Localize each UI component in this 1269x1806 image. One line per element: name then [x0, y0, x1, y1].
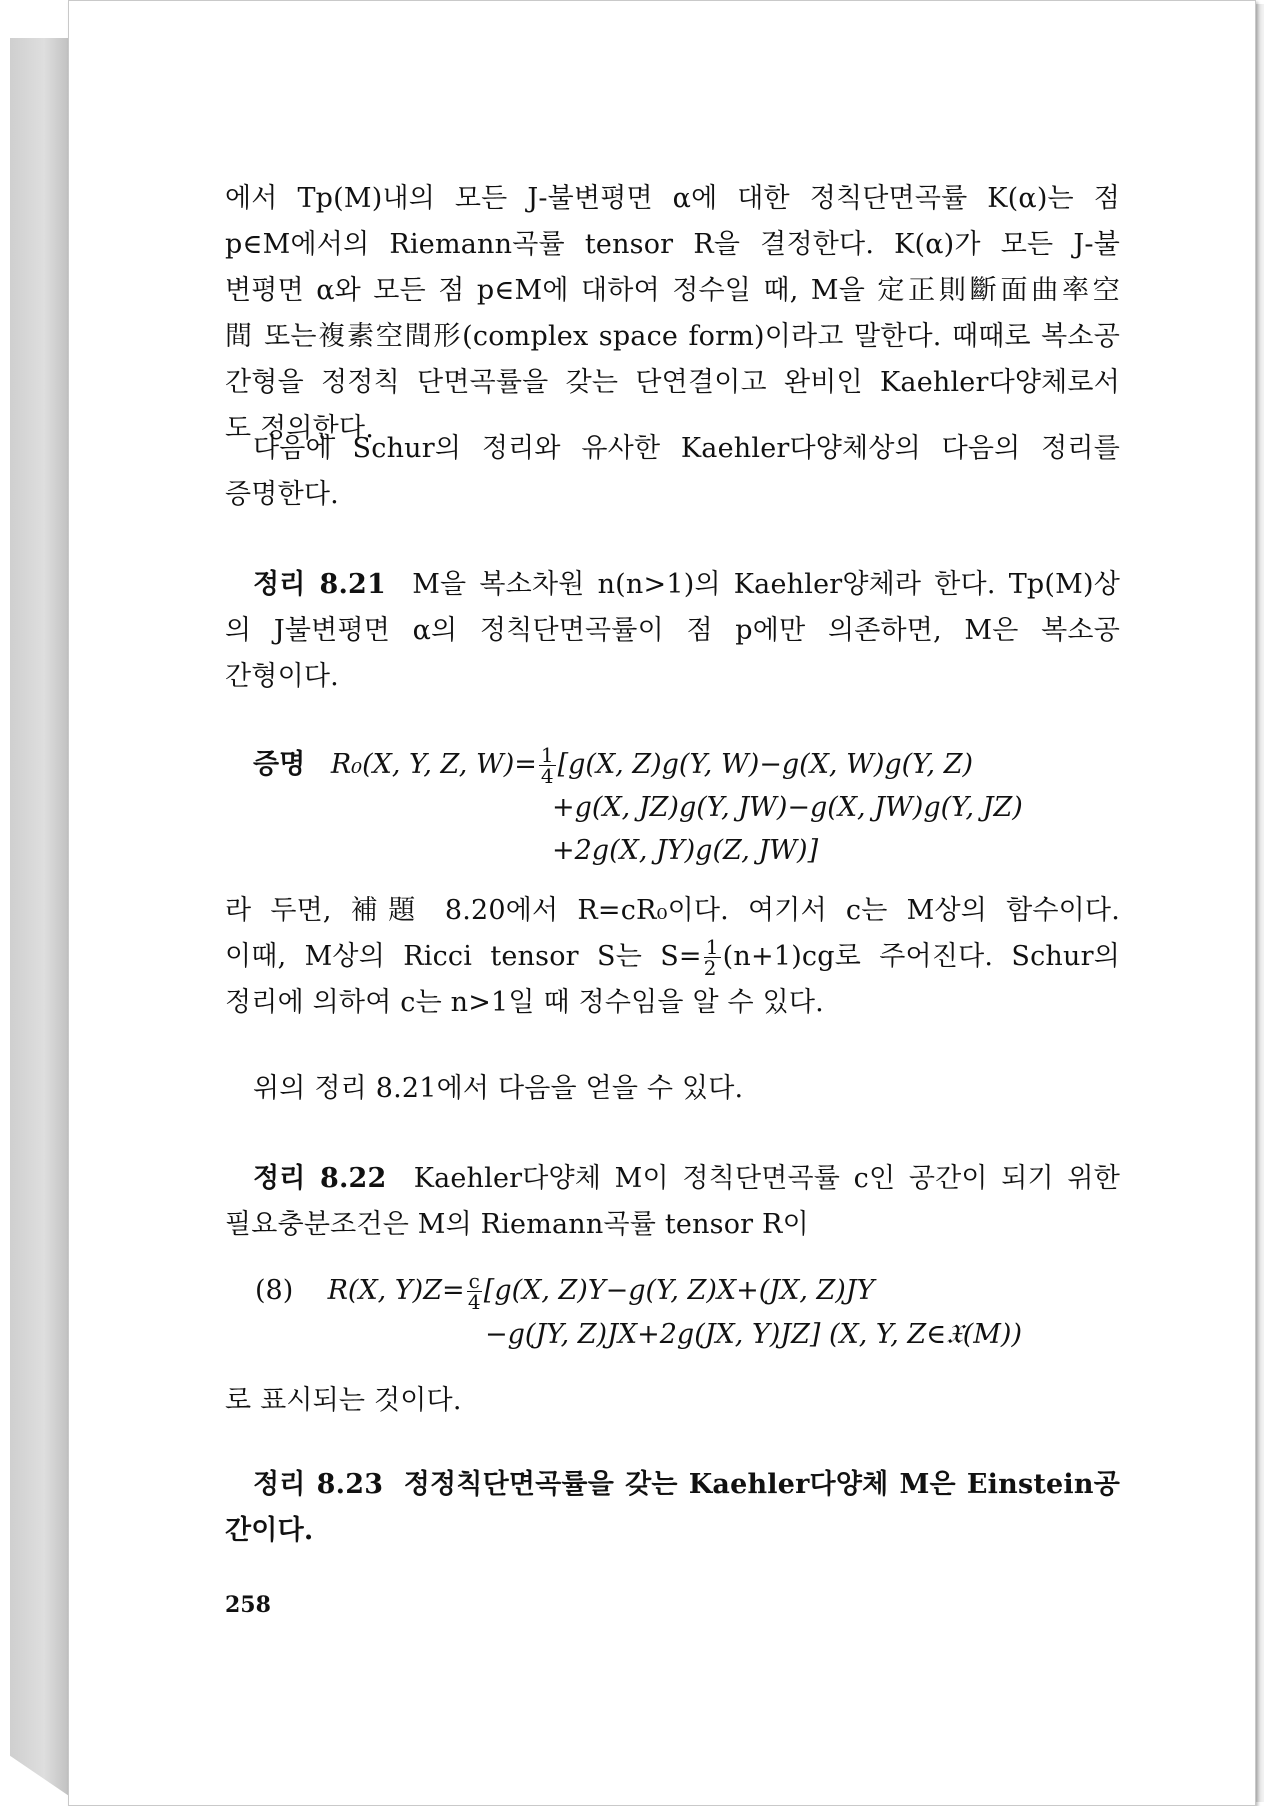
text-line: 변평면 α와 모든 점 p∈M에 대하여 정수일 때, M을 定正則斷面曲率空	[225, 275, 1120, 306]
text-line: p∈M에서의 Riemann곡률 tensor R을 결정한다. K(α)가 모든 J-불	[225, 229, 1120, 260]
theorem-line: 의 J불변평면 α의 정칙단면곡률이 점 p에만 의존하면, M은 복소공	[225, 615, 1120, 646]
text-line: 증명한다.	[225, 479, 339, 510]
equation-lhs: R₀(X, Y, Z, W)=	[330, 749, 537, 780]
fraction	[467, 1271, 482, 1312]
equation-rhs: [g(X, Z)Y−g(Y, Z)X+(JX, Z)JY	[483, 1275, 875, 1306]
proof-equation-line-2	[552, 787, 1023, 829]
text-line: 로 표시되는 것이다.	[225, 1385, 462, 1416]
equation-tag: (8)	[255, 1275, 294, 1306]
fraction	[704, 937, 721, 978]
theorem-line: 간이다.	[225, 1515, 314, 1546]
equation-rhs: +g(X, JZ)g(Y, JW)−g(X, JW)g(Y, JZ)	[552, 792, 1023, 823]
theorem-text: Kaehler다양체 M이 정칙단면곡률 c인 공간이 되기 위한	[413, 1163, 1120, 1194]
equation-rhs: −g(JY, Z)JX+2g(JX, Y)JZ] (X, Y, Z∈𝔛(M))	[485, 1319, 1022, 1350]
theorem-line	[225, 1156, 1120, 1202]
theorem-line	[225, 1462, 1120, 1508]
theorem-line: 필요충분조건은 M의 Riemann곡률 tensor R이	[225, 1209, 809, 1240]
theorem-label: 정리 8.22	[253, 1163, 387, 1194]
text-line: 간형을 정정칙 단면곡률을 갖는 단연결이고 완비인 Kaehler다양체로서	[225, 367, 1120, 398]
text-line: 라 두면, 補題 8.20에서 R=cR₀이다. 여기서 c는 M상의 함수이다.	[225, 895, 1120, 926]
text-segment: 이때, M상의 Ricci tensor S는 S=	[225, 941, 702, 972]
paragraph-4	[225, 1066, 1120, 1112]
paragraph-2	[225, 426, 1120, 518]
proof-label: 증명	[253, 749, 306, 780]
fraction	[539, 745, 556, 786]
equation-lhs: R(X, Y)Z=	[327, 1275, 465, 1306]
book-spine	[10, 38, 72, 1798]
paragraph-5	[225, 1378, 1120, 1424]
text-line: 정리에 의하여 c는 n>1일 때 정수임을 알 수 있다.	[225, 987, 824, 1018]
text-line	[225, 934, 1120, 980]
paragraph-1	[225, 176, 1120, 452]
equation-rhs: +2g(X, JY)g(Z, JW)]	[552, 835, 819, 866]
theorem-line	[225, 562, 1120, 608]
text-line: 도 정의한다.	[225, 413, 374, 444]
theorem-text: 정정칙단면곡률을 갖는 Kaehler다양체 M은 Einstein공	[403, 1469, 1120, 1500]
fraction-denominator: 2	[703, 956, 717, 980]
text-line: 다음에 Schur의 정리와 유사한 Kaehler다양체상의 다음의 정리를	[253, 433, 1120, 464]
theorem-line: 간형이다.	[225, 661, 339, 692]
theorem-label: 정리 8.21	[253, 569, 387, 600]
text-line: 間 또는複素空間形(complex space form)이라고 말한다. 때때로 복소공	[225, 321, 1120, 352]
text-line: 위의 정리 8.21에서 다음을 얻을 수 있다.	[253, 1073, 744, 1104]
fraction-denominator: 4	[467, 1290, 481, 1314]
page-number: 258	[225, 1592, 271, 1618]
equation-rhs: [g(X, Z)g(Y, W)−g(X, W)g(Y, Z)	[557, 749, 973, 780]
equation-8-line-2	[485, 1314, 1022, 1356]
fraction-numerator: 1	[540, 743, 554, 767]
theorem-8-21	[225, 562, 1120, 700]
proof-equation-line-3	[552, 830, 818, 872]
theorem-8-23	[225, 1462, 1120, 1554]
proof-equation-line-1	[253, 744, 973, 786]
fraction-denominator: 4	[540, 764, 554, 788]
theorem-text: M을 복소차원 n(n>1)의 Kaehler양체라 한다. Tp(M)상	[412, 569, 1120, 600]
theorem-8-22	[225, 1156, 1120, 1248]
fraction-numerator: c	[468, 1269, 480, 1293]
paragraph-3	[225, 888, 1120, 1026]
text-line: 에서 Tp(M)내의 모든 J-불변평면 α에 대한 정칙단면곡률 K(α)는 점	[225, 183, 1120, 214]
fraction-numerator: 1	[705, 935, 719, 959]
equation-8-line-1	[255, 1270, 874, 1312]
theorem-label: 정리 8.23	[253, 1469, 384, 1500]
text-segment: (n+1)cg로 주어진다. Schur의	[722, 941, 1120, 972]
